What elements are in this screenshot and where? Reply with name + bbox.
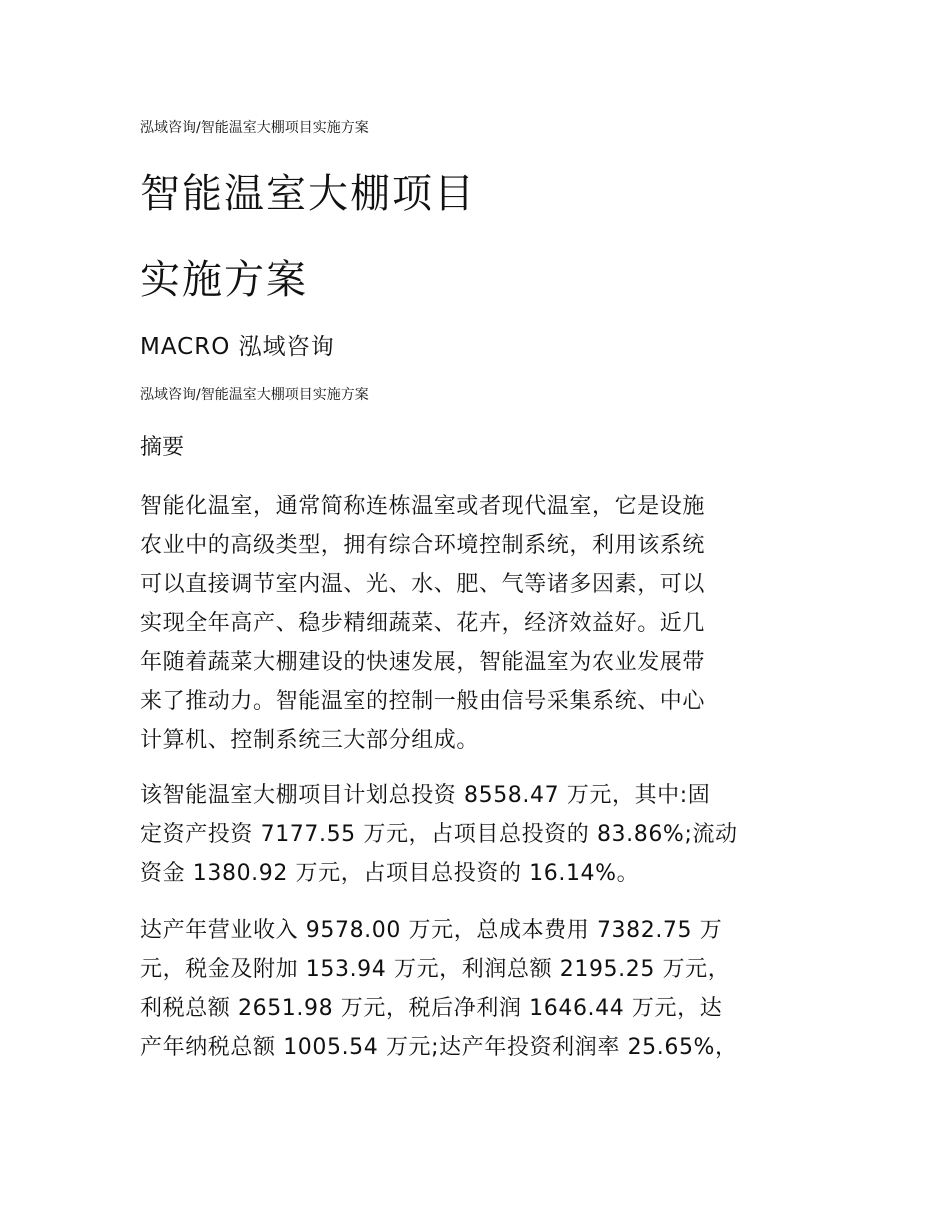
paragraph-line: 利税总额 2651.98 万元，税后净利润 1646.44 万元，达 [140, 996, 723, 1021]
paragraph-line: 资金 1380.92 万元，占项目总投资的 16.14%。 [140, 861, 640, 886]
paragraph-line: 来了推动力。智能温室的控制一般由信号采集系统、中心 [140, 689, 706, 714]
paragraph-line: 产年纳税总额 1005.54 万元;达产年投资利润率 25.65%， [140, 1035, 738, 1060]
paragraph-line: 实现全年高产、稳步精细蔬菜、花卉，经济效益好。近几 [140, 611, 706, 636]
abstract-paragraph-1 [140, 487, 820, 760]
paragraph-line: 可以直接调节室内温、光、水、肥、气等诸多因素，可以 [140, 572, 706, 597]
paragraph-line: 元，税金及附加 153.94 万元，利润总额 2195.25 万元， [140, 957, 731, 982]
abstract-paragraph-2 [140, 776, 820, 893]
document-title-line-2: 实施方案 [140, 257, 308, 303]
abstract-paragraph-3 [140, 911, 820, 1067]
paragraph-line: 计算机、控制系统三大部分组成。 [140, 728, 480, 753]
author-line: MACRO 泓域咨询 [140, 334, 335, 360]
abstract-heading: 摘要 [140, 435, 185, 460]
paragraph-line: 定资产投资 7177.55 万元，占项目总投资的 83.86%;流动 [140, 822, 738, 847]
paragraph-line: 年随着蔬菜大棚建设的快速发展，智能温室为农业发展带 [140, 650, 706, 675]
paragraph-line: 农业中的高级类型，拥有综合环境控制系统，利用该系统 [140, 533, 706, 558]
document-title-line-1: 智能温室大棚项目 [140, 171, 476, 217]
paragraph-line: 该智能温室大棚项目计划总投资 8558.47 万元，其中:固 [140, 783, 711, 808]
breadcrumb-header: 泓域咨询/智能温室大棚项目实施方案 [140, 120, 369, 136]
breadcrumb-secondary: 泓域咨询/智能温室大棚项目实施方案 [140, 387, 369, 403]
paragraph-line: 达产年营业收入 9578.00 万元，总成本费用 7382.75 万 [140, 918, 723, 943]
paragraph-line: 智能化温室，通常简称连栋温室或者现代温室，它是设施 [140, 494, 706, 519]
